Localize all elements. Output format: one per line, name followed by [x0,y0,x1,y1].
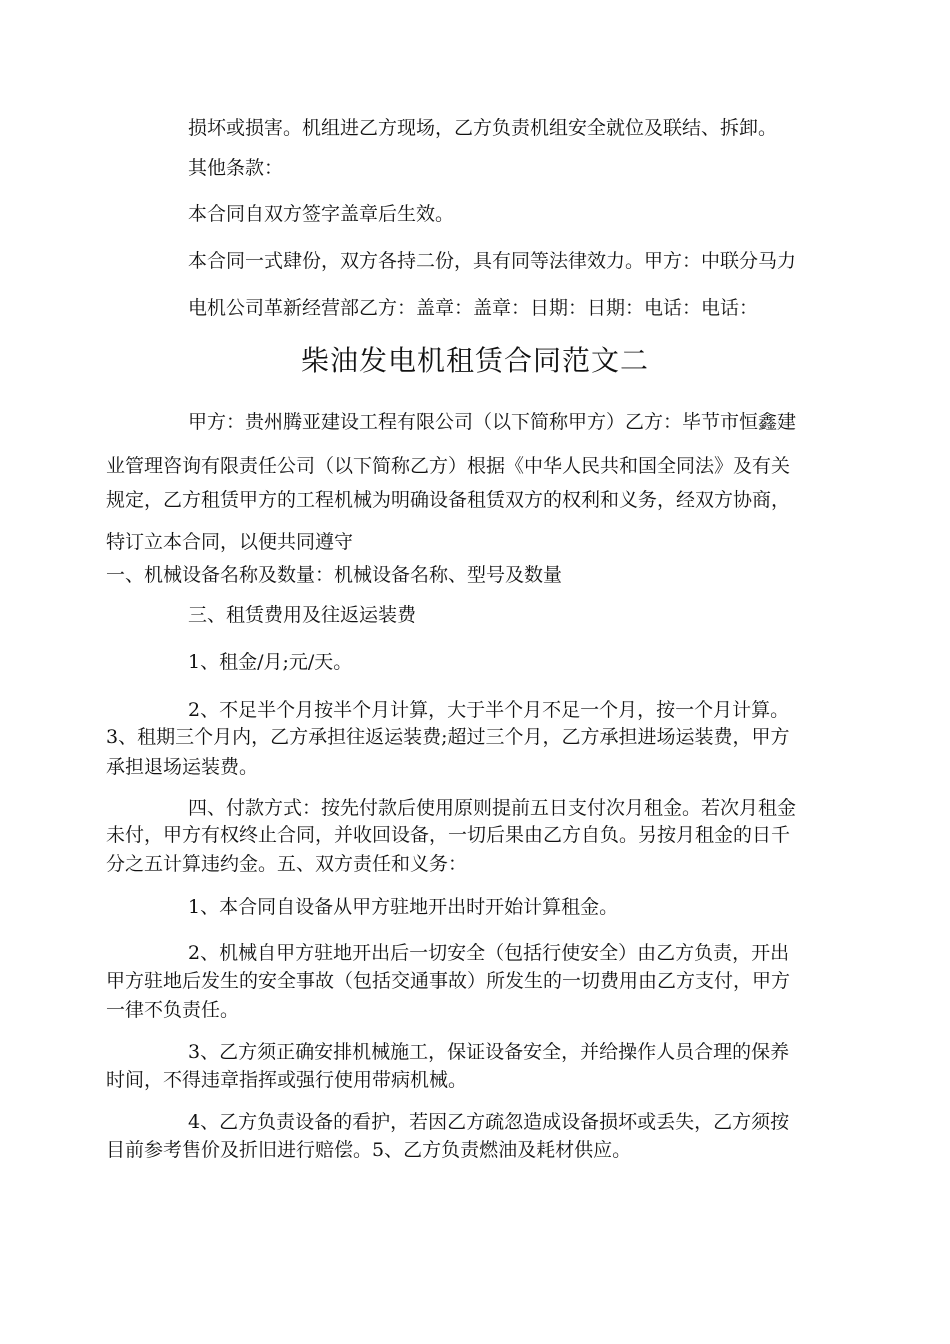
paragraph-line: 时间，不得违章指挥或强行使用带病机械。 [106,1069,468,1091]
paragraph-line: 目前参考售价及折旧进行赔偿。5、乙方负责燃油及耗材供应。 [106,1139,632,1161]
paragraph-line: 本合同自双方签字盖章后生效。 [188,203,455,225]
paragraph-line: 本合同一式肆份，双方各持二份，具有同等法律效力。甲方：中联分马力 [188,250,797,272]
paragraph-line: 三、租赁费用及往返运装费 [188,604,417,626]
paragraph-line: 承担退场运装费。 [106,756,259,778]
paragraph-line: 未付，甲方有权终止合同，并收回设备，一切后果由乙方自负。另按月租金的日千 [106,824,791,846]
paragraph-line: 规定，乙方租赁甲方的工程机械为明确设备租赁双方的权利和义务，经双方协商， [106,489,791,511]
paragraph-line: 其他条款： [188,157,284,179]
paragraph-line: 电机公司革新经营部乙方：盖章：盖章：日期：日期：电话：电话： [188,297,759,319]
paragraph-line: 1、租金/月;元/天。 [188,651,353,673]
paragraph-line: 2、不足半个月按半个月计算，大于半个月不足一个月，按一个月计算。 [188,699,790,721]
paragraph-line: 甲方驻地后发生的安全事故（包括交通事故）所发生的一切费用由乙方支付，甲方 [106,970,791,992]
paragraph-line: 2、机械自甲方驻地开出后一切安全（包括行使安全）由乙方负责，开出 [188,942,790,964]
paragraph-line: 四、付款方式：按先付款后使用原则提前五日支付次月租金。若次月租金 [188,797,797,819]
paragraph-line: 一律不负责任。 [106,999,240,1021]
paragraph-line: 4、乙方负责设备的看护，若因乙方疏忽造成设备损坏或丢失，乙方须按 [188,1111,790,1133]
paragraph-line: 3、乙方须正确安排机械施工，保证设备安全，并给操作人员合理的保养 [188,1041,790,1063]
paragraph-line: 一、机械设备名称及数量：机械设备名称、型号及数量 [106,564,563,586]
paragraph-line: 1、本合同自设备从甲方驻地开出时开始计算租金。 [188,896,619,918]
paragraph-line: 3、租期三个月内，乙方承担往返运装费;超过三个月，乙方承担进场运装费，甲方 [106,726,790,748]
paragraph-line: 特订立本合同，以便共同遵守 [106,531,354,553]
paragraph-line: 业管理咨询有限责任公司（以下简称乙方）根据《中华人民共和国全同法》及有关 [106,455,791,477]
paragraph-line: 损坏或损害。机组进乙方现场，乙方负责机组安全就位及联结、拆卸。 [188,117,778,139]
paragraph-line: 分之五计算违约金。五、双方责任和义务： [106,853,468,875]
paragraph-line: 甲方：贵州腾亚建设工程有限公司（以下简称甲方）乙方：毕节市恒鑫建 [188,411,797,433]
section-title: 柴油发电机租赁合同范文二 [300,344,649,377]
